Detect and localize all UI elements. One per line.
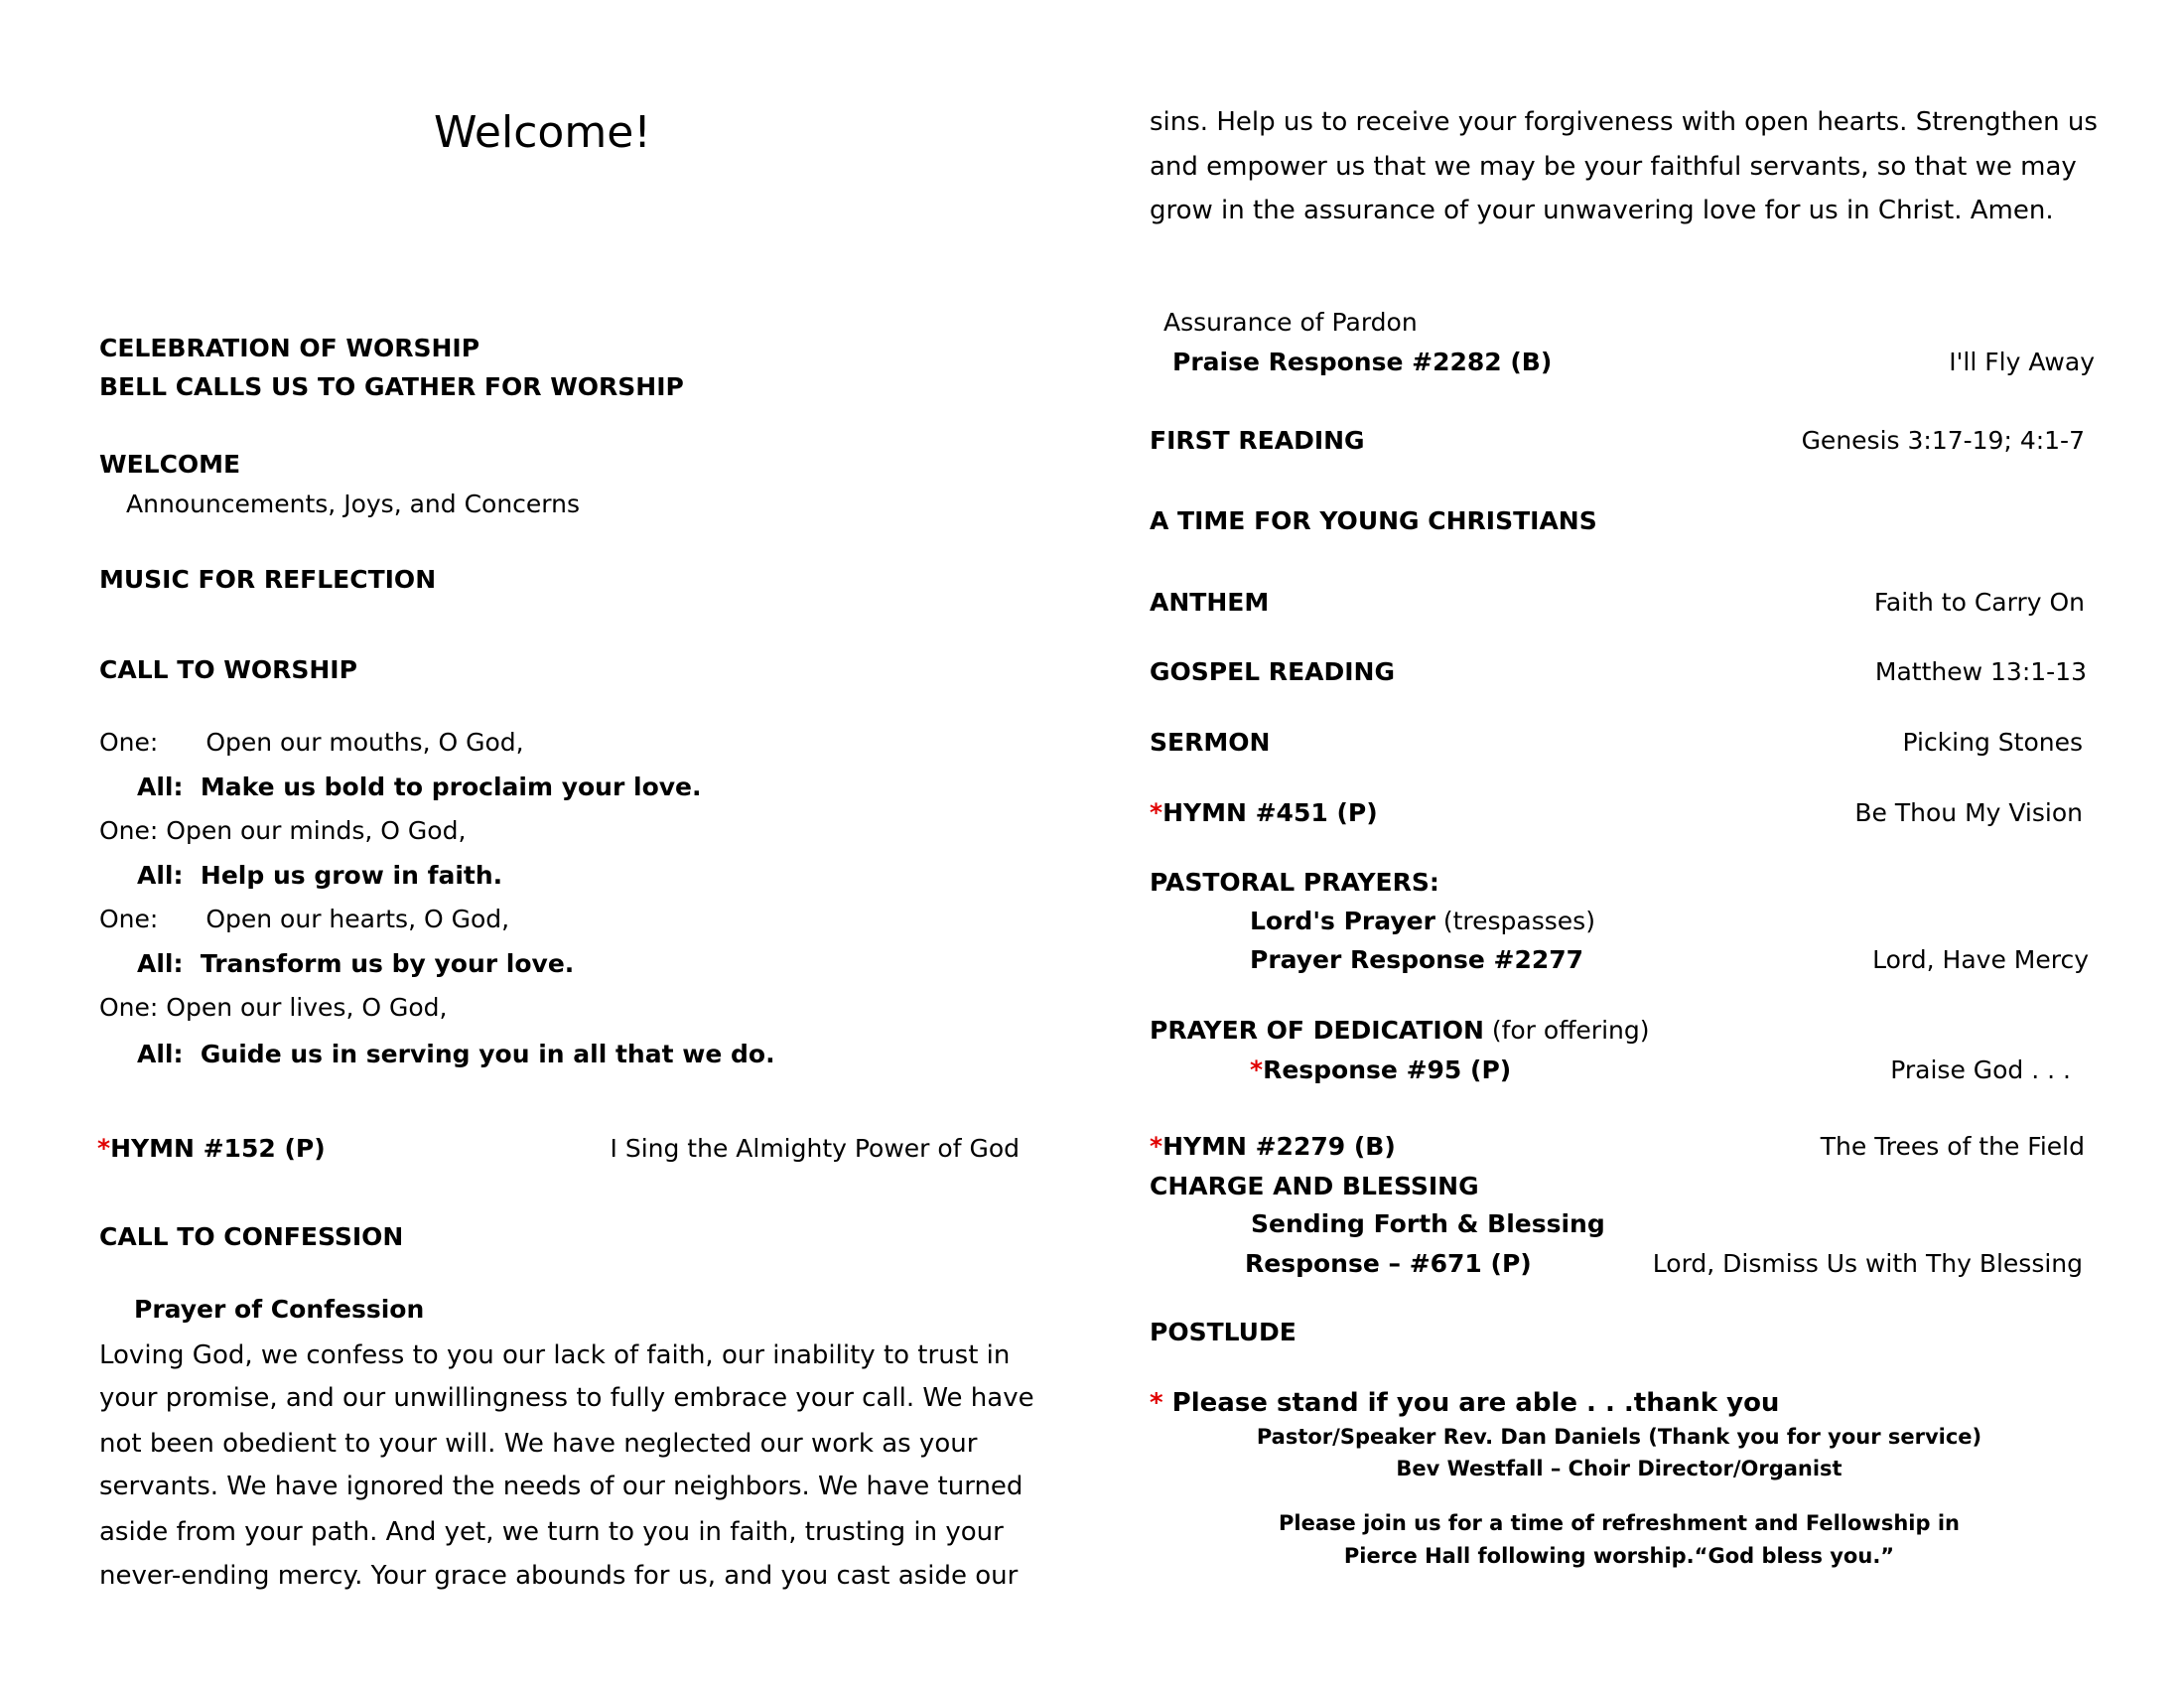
- litany-speaker: All:: [137, 861, 184, 890]
- response-95-title: Praise God . . .: [1890, 1055, 2071, 1084]
- heading-music: MUSIC FOR REFLECTION: [99, 565, 437, 594]
- litany-text: Open our hearts, O God,: [205, 905, 510, 933]
- heading-welcome: WELCOME: [99, 450, 241, 479]
- gospel-title: Matthew 13:1-13: [1874, 657, 2087, 686]
- prayer-response-label: Prayer Response #2277: [1250, 945, 1584, 974]
- prayer-line: aside from your path. And yet, we turn to you in faith, trusting in your: [99, 1517, 1004, 1547]
- announcements-text: Announcements, Joys, and Concerns: [126, 490, 580, 518]
- litany-line: [137, 1042, 775, 1066]
- hymn-152-label: [97, 1136, 326, 1161]
- litany-speaker: One:: [99, 816, 159, 845]
- heading-bell: BELL CALLS US TO GATHER FOR WORSHIP: [99, 372, 684, 401]
- anthem-label: ANTHEM: [1150, 588, 1270, 617]
- litany-speaker: All:: [137, 1040, 184, 1068]
- litany-speaker: All:: [137, 949, 184, 978]
- first-reading-label: FIRST READING: [1150, 426, 1365, 455]
- hymn-451-label: [1150, 800, 1378, 825]
- litany-line: [99, 818, 466, 843]
- stand-asterisk-icon: *: [1150, 798, 1163, 827]
- litany-line: [99, 730, 524, 755]
- prayer-line: and empower us that we may be your faithful servants, so that we may: [1150, 152, 2077, 182]
- prayer-line: sins. Help us to receive your forgiveness with open hearts. Strengthen us: [1150, 107, 2098, 137]
- litany-line: [137, 951, 574, 976]
- heading-postlude: POSTLUDE: [1150, 1318, 1297, 1346]
- dedication-label: PRAYER OF DEDICATION: [1150, 1016, 1484, 1045]
- litany-text: Open our lives, O God,: [166, 993, 448, 1022]
- prayer-line: Loving God, we confess to you our lack of faith, our inability to trust in: [99, 1340, 1011, 1370]
- prayer-line: servants. We have ignored the needs of our neighbors. We have turned: [99, 1472, 1024, 1501]
- sermon-label: SERMON: [1150, 728, 1271, 757]
- litany-text: Transform us by your love.: [200, 949, 575, 978]
- response-95-label: [1250, 1057, 1511, 1082]
- hymn-2279-label: [1150, 1134, 1396, 1159]
- litany-line: [137, 863, 502, 888]
- heading-pastoral-prayers: PASTORAL PRAYERS:: [1150, 868, 1439, 897]
- heading-call-to-worship: CALL TO WORSHIP: [99, 655, 357, 684]
- heading-call-to-confession: CALL TO CONFESSION: [99, 1222, 404, 1251]
- prayer-line: your promise, and our unwillingness to fully embrace your call. We have: [99, 1383, 1034, 1413]
- first-reading-title: Genesis 3:17-19; 4:1-7: [1801, 426, 2085, 455]
- response-label: Response #95 (P): [1263, 1055, 1512, 1084]
- prayer-of-confession-heading: Prayer of Confession: [134, 1295, 425, 1324]
- praise-response-label: Praise Response #2282 (B): [1172, 348, 1553, 376]
- sending-forth: Sending Forth & Blessing: [1251, 1209, 1605, 1238]
- anthem-title: Faith to Carry On: [1873, 588, 2085, 617]
- litany-line: [99, 995, 447, 1020]
- hymn-451-title: Be Thou My Vision: [1854, 798, 2083, 827]
- hymn-2279-title: The Trees of the Field: [1820, 1132, 2085, 1161]
- litany-text: Open our minds, O God,: [166, 816, 467, 845]
- assurance-of-pardon: Assurance of Pardon: [1163, 308, 1418, 337]
- heading-celebration: CELEBRATION OF WORSHIP: [99, 334, 480, 362]
- director-line: Bev Westfall – Choir Director/Organist: [1396, 1457, 1843, 1480]
- litany-line: [137, 774, 702, 799]
- heading-charge-blessing: CHARGE AND BLESSING: [1150, 1172, 1479, 1200]
- heading-young-christians: A TIME FOR YOUNG CHRISTIANS: [1150, 506, 1597, 535]
- lords-prayer-label: Lord's Prayer: [1250, 907, 1435, 935]
- litany-speaker: One:: [99, 905, 159, 933]
- litany-text: Open our mouths, O God,: [205, 728, 524, 757]
- prayer-line: grow in the assurance of your unwavering love for us in Christ. Amen.: [1150, 196, 2054, 225]
- fellowship-line: Please join us for a time of refreshment and Fellowship in: [1279, 1511, 1960, 1535]
- dedication-note: (for offering): [1491, 1016, 1650, 1045]
- litany-line: [99, 907, 509, 931]
- praise-response-title: I'll Fly Away: [1949, 348, 2095, 376]
- litany-text: Help us grow in faith.: [200, 861, 503, 890]
- stand-asterisk-icon: *: [1150, 1132, 1163, 1161]
- heading-dedication: [1150, 1018, 1650, 1043]
- response-671-title: Lord, Dismiss Us with Thy Blessing: [1652, 1249, 2083, 1278]
- hymn-152-title: I Sing the Almighty Power of God: [610, 1134, 1020, 1163]
- prayer-response-title: Lord, Have Mercy: [1872, 945, 2089, 974]
- litany-text: Make us bold to proclaim your love.: [200, 773, 702, 801]
- pastor-line: Pastor/Speaker Rev. Dan Daniels (Thank you for your service): [1256, 1425, 1982, 1449]
- gospel-label: GOSPEL READING: [1150, 657, 1395, 686]
- sermon-title: Picking Stones: [1902, 728, 2083, 757]
- stand-asterisk-icon: *: [1150, 1388, 1163, 1418]
- prayer-line: never-ending mercy. Your grace abounds for us, and you cast aside our: [99, 1561, 1019, 1591]
- hymn-label: HYMN #152 (P): [110, 1134, 326, 1163]
- stand-asterisk-icon: *: [1250, 1055, 1264, 1084]
- lords-prayer: [1250, 909, 1595, 933]
- fellowship-line: Pierce Hall following worship.“God bless you.”: [1343, 1544, 1895, 1568]
- litany-speaker: One:: [99, 728, 159, 757]
- hymn-label: HYMN #2279 (B): [1162, 1132, 1396, 1161]
- hymn-label: HYMN #451 (P): [1162, 798, 1378, 827]
- page-title: Welcome!: [434, 107, 651, 158]
- response-671-label: Response – #671 (P): [1245, 1249, 1532, 1278]
- lords-prayer-note: (trespasses): [1442, 907, 1595, 935]
- prayer-line: not been obedient to your will. We have neglected our work as your: [99, 1429, 978, 1459]
- litany-text: Guide us in serving you in all that we do.: [200, 1040, 775, 1068]
- litany-speaker: One:: [99, 993, 159, 1022]
- stand-asterisk-icon: *: [97, 1134, 111, 1163]
- stand-note-text: Please stand if you are able . . .thank you: [1171, 1388, 1780, 1418]
- litany-speaker: All:: [137, 773, 184, 801]
- stand-note: [1150, 1390, 1779, 1416]
